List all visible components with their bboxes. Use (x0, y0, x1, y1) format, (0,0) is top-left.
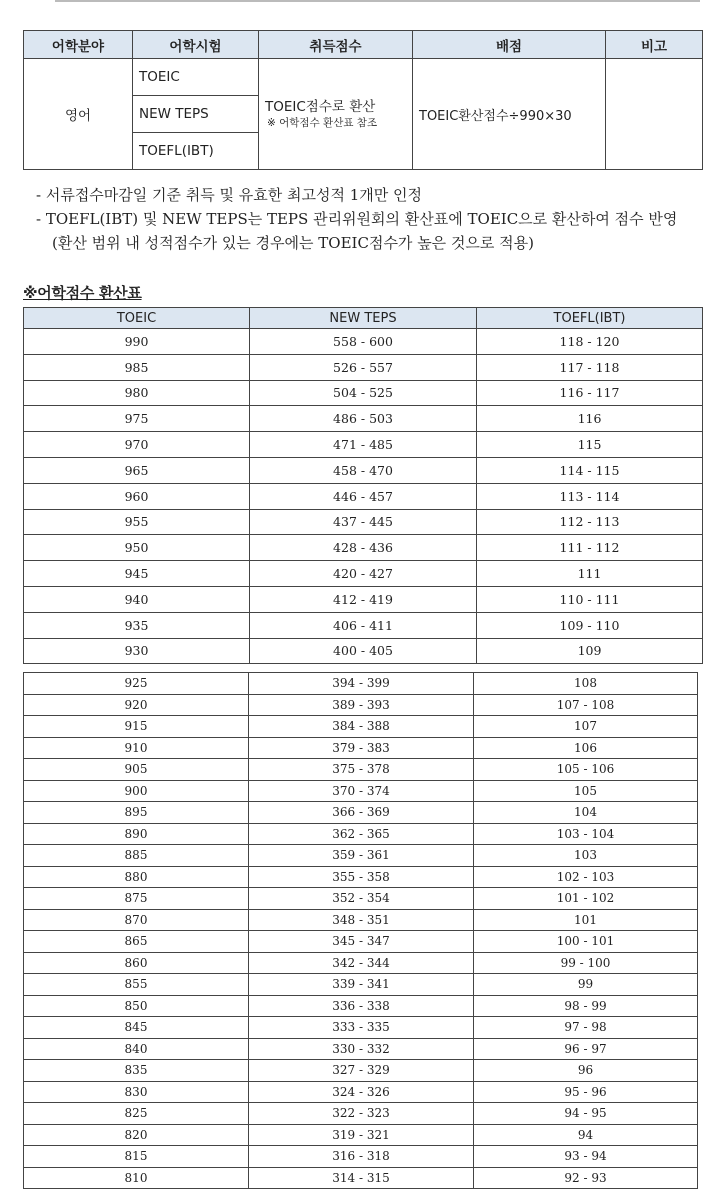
new-teps-cell: 389 - 393 (249, 694, 474, 716)
toeic-cell: 915 (24, 716, 249, 738)
new-teps-cell: 446 - 457 (250, 483, 477, 509)
table-row (24, 509, 703, 535)
toeic-cell: 955 (24, 509, 250, 535)
toefl-cell: 105 (474, 780, 698, 802)
table-row (24, 406, 703, 432)
toeic-cell: 975 (24, 406, 250, 432)
toefl-cell: 101 (474, 909, 698, 931)
table-row (24, 638, 703, 664)
new-teps-cell: 412 - 419 (250, 586, 477, 612)
new-teps-cell: 333 - 335 (249, 1017, 474, 1039)
new-teps-cell: 330 - 332 (249, 1038, 474, 1060)
toeic-cell: 830 (24, 1081, 249, 1103)
toefl-cell: 103 - 104 (474, 823, 698, 845)
toefl-cell: 96 - 97 (474, 1038, 698, 1060)
score-conversion-note: ※ 어학점수 환산표 참조 (267, 117, 378, 130)
new-teps-cell: 316 - 318 (249, 1146, 474, 1168)
toefl-cell: 94 (474, 1124, 698, 1146)
table-row (24, 845, 698, 867)
table-row (24, 457, 703, 483)
new-teps-cell: 319 - 321 (249, 1124, 474, 1146)
toefl-cell: 111 - 112 (477, 535, 703, 561)
test-toefl: TOEFL(IBT) (133, 133, 259, 170)
new-teps-cell: 379 - 383 (249, 737, 474, 759)
points-formula-cell: TOEIC환산점수÷990×30 (413, 59, 606, 170)
table-header-row (24, 31, 703, 59)
table-row (24, 759, 698, 781)
new-teps-cell: 437 - 445 (250, 509, 477, 535)
note-1: - 서류접수마감일 기준 취득 및 유효한 최고성적 1개만 인정 (36, 186, 423, 204)
toefl-cell: 111 (477, 561, 703, 587)
toeic-cell: 985 (24, 354, 250, 380)
table-row (24, 483, 703, 509)
toeic-cell: 925 (24, 673, 249, 695)
new-teps-cell: 339 - 341 (249, 974, 474, 996)
toefl-cell: 93 - 94 (474, 1146, 698, 1168)
toefl-cell: 109 - 110 (477, 612, 703, 638)
toeic-cell: 930 (24, 638, 250, 664)
new-teps-cell: 355 - 358 (249, 866, 474, 888)
toeic-cell: 880 (24, 866, 249, 888)
toefl-cell: 103 (474, 845, 698, 867)
toefl-cell: 107 (474, 716, 698, 738)
table-row (24, 586, 703, 612)
toeic-cell: 905 (24, 759, 249, 781)
table-row (24, 802, 698, 824)
toefl-cell: 105 - 106 (474, 759, 698, 781)
toefl-cell: 114 - 115 (477, 457, 703, 483)
field-cell: 영어 (24, 59, 133, 170)
new-teps-cell: 400 - 405 (250, 638, 477, 664)
remark-cell (606, 59, 703, 170)
toefl-cell: 108 (474, 673, 698, 695)
toeic-cell: 865 (24, 931, 249, 953)
table-row (24, 432, 703, 458)
table-row (24, 1124, 698, 1146)
toefl-cell: 99 (474, 974, 698, 996)
header-test: 어학시험 (133, 31, 259, 59)
table-row (24, 1146, 698, 1168)
new-teps-cell: 342 - 344 (249, 952, 474, 974)
table-row (24, 974, 698, 996)
toefl-cell: 113 - 114 (477, 483, 703, 509)
toeic-cell: 845 (24, 1017, 249, 1039)
toeic-cell: 820 (24, 1124, 249, 1146)
header-toefl: TOEFL(IBT) (477, 308, 703, 329)
toeic-cell: 970 (24, 432, 250, 458)
toefl-cell: 99 - 100 (474, 952, 698, 974)
test-new-teps: NEW TEPS (133, 96, 259, 133)
toefl-cell: 117 - 118 (477, 354, 703, 380)
score-conversion-cell (259, 59, 413, 170)
toeic-cell: 825 (24, 1103, 249, 1125)
table-row (24, 1038, 698, 1060)
toeic-cell: 965 (24, 457, 250, 483)
table-row (24, 354, 703, 380)
table-row (24, 329, 703, 355)
toefl-cell: 102 - 103 (474, 866, 698, 888)
table-row (24, 59, 703, 96)
table-row (24, 995, 698, 1017)
toeic-cell: 935 (24, 612, 250, 638)
new-teps-cell: 348 - 351 (249, 909, 474, 931)
new-teps-cell: 458 - 470 (250, 457, 477, 483)
table-row (24, 1060, 698, 1082)
table-row (24, 1103, 698, 1125)
toeic-cell: 990 (24, 329, 250, 355)
table-row (24, 561, 703, 587)
new-teps-cell: 366 - 369 (249, 802, 474, 824)
table-row (24, 694, 698, 716)
new-teps-cell: 327 - 329 (249, 1060, 474, 1082)
toeic-cell: 980 (24, 380, 250, 406)
header-points: 배점 (413, 31, 606, 59)
top-divider (55, 0, 700, 2)
toeic-cell: 895 (24, 802, 249, 824)
toeic-cell: 850 (24, 995, 249, 1017)
table-row (24, 673, 698, 695)
new-teps-cell: 504 - 525 (250, 380, 477, 406)
new-teps-cell: 420 - 427 (250, 561, 477, 587)
toeic-cell: 910 (24, 737, 249, 759)
toefl-cell: 109 (477, 638, 703, 664)
toeic-cell: 810 (24, 1167, 249, 1189)
toefl-cell: 107 - 108 (474, 694, 698, 716)
toefl-cell: 98 - 99 (474, 995, 698, 1017)
toefl-cell: 97 - 98 (474, 1017, 698, 1039)
new-teps-cell: 359 - 361 (249, 845, 474, 867)
toefl-cell: 112 - 113 (477, 509, 703, 535)
toeic-cell: 815 (24, 1146, 249, 1168)
score-conversion-text: TOEIC점수로 환산 (265, 98, 376, 115)
toefl-cell: 100 - 101 (474, 931, 698, 953)
toefl-cell: 118 - 120 (477, 329, 703, 355)
table-row (24, 780, 698, 802)
table-row (24, 1017, 698, 1039)
toefl-cell: 95 - 96 (474, 1081, 698, 1103)
header-new-teps: NEW TEPS (250, 308, 477, 329)
note-2: - TOEFL(IBT) 및 NEW TEPS는 TEPS 관리위원회의 환산표에 TOEIC으로 환산하여 점수 반영(환산 범위 내 성적점수가 있는 경우에는 TOEIC점수가 높은 것으로 적용) (36, 210, 678, 252)
toeic-cell: 875 (24, 888, 249, 910)
language-score-table (23, 30, 703, 170)
table-row (24, 931, 698, 953)
new-teps-cell: 384 - 388 (249, 716, 474, 738)
toefl-cell: 104 (474, 802, 698, 824)
new-teps-cell: 345 - 347 (249, 931, 474, 953)
table-row (24, 737, 698, 759)
toeic-cell: 960 (24, 483, 250, 509)
toeic-cell: 840 (24, 1038, 249, 1060)
table-row (24, 909, 698, 931)
test-toeic: TOEIC (133, 59, 259, 96)
toeic-cell: 900 (24, 780, 249, 802)
notes-block (36, 183, 696, 255)
toeic-cell: 860 (24, 952, 249, 974)
table-row (24, 535, 703, 561)
new-teps-cell: 352 - 354 (249, 888, 474, 910)
header-toeic: TOEIC (24, 308, 250, 329)
toefl-cell: 92 - 93 (474, 1167, 698, 1189)
table-row (24, 866, 698, 888)
header-field: 어학분야 (24, 31, 133, 59)
toefl-cell: 116 - 117 (477, 380, 703, 406)
toeic-cell: 950 (24, 535, 250, 561)
new-teps-cell: 558 - 600 (250, 329, 477, 355)
toefl-cell: 106 (474, 737, 698, 759)
table-row (24, 823, 698, 845)
toefl-cell: 94 - 95 (474, 1103, 698, 1125)
toefl-cell: 96 (474, 1060, 698, 1082)
toeic-cell: 940 (24, 586, 250, 612)
toeic-cell: 890 (24, 823, 249, 845)
header-remark: 비고 (606, 31, 703, 59)
table-row (24, 380, 703, 406)
table-row (24, 612, 703, 638)
toefl-cell: 110 - 111 (477, 586, 703, 612)
table-row (24, 1081, 698, 1103)
new-teps-cell: 336 - 338 (249, 995, 474, 1017)
toeic-cell: 855 (24, 974, 249, 996)
toeic-cell: 885 (24, 845, 249, 867)
toeic-cell: 835 (24, 1060, 249, 1082)
toeic-cell: 945 (24, 561, 250, 587)
new-teps-cell: 322 - 323 (249, 1103, 474, 1125)
new-teps-cell: 370 - 374 (249, 780, 474, 802)
table-row (24, 716, 698, 738)
new-teps-cell: 526 - 557 (250, 354, 477, 380)
table-row (24, 952, 698, 974)
table-row (24, 888, 698, 910)
new-teps-cell: 406 - 411 (250, 612, 477, 638)
toeic-cell: 920 (24, 694, 249, 716)
new-teps-cell: 375 - 378 (249, 759, 474, 781)
toefl-cell: 115 (477, 432, 703, 458)
new-teps-cell: 362 - 365 (249, 823, 474, 845)
toeic-cell: 870 (24, 909, 249, 931)
toefl-cell: 116 (477, 406, 703, 432)
conversion-table-title: ※어학점수 환산표 (23, 284, 142, 302)
new-teps-cell: 471 - 485 (250, 432, 477, 458)
new-teps-cell: 314 - 315 (249, 1167, 474, 1189)
new-teps-cell: 486 - 503 (250, 406, 477, 432)
conversion-header-row (24, 308, 703, 329)
table-row (24, 1167, 698, 1189)
new-teps-cell: 394 - 399 (249, 673, 474, 695)
toefl-cell: 101 - 102 (474, 888, 698, 910)
conversion-table-lower (23, 672, 698, 1189)
header-score: 취득점수 (259, 31, 413, 59)
new-teps-cell: 428 - 436 (250, 535, 477, 561)
conversion-table-upper (23, 307, 703, 664)
new-teps-cell: 324 - 326 (249, 1081, 474, 1103)
